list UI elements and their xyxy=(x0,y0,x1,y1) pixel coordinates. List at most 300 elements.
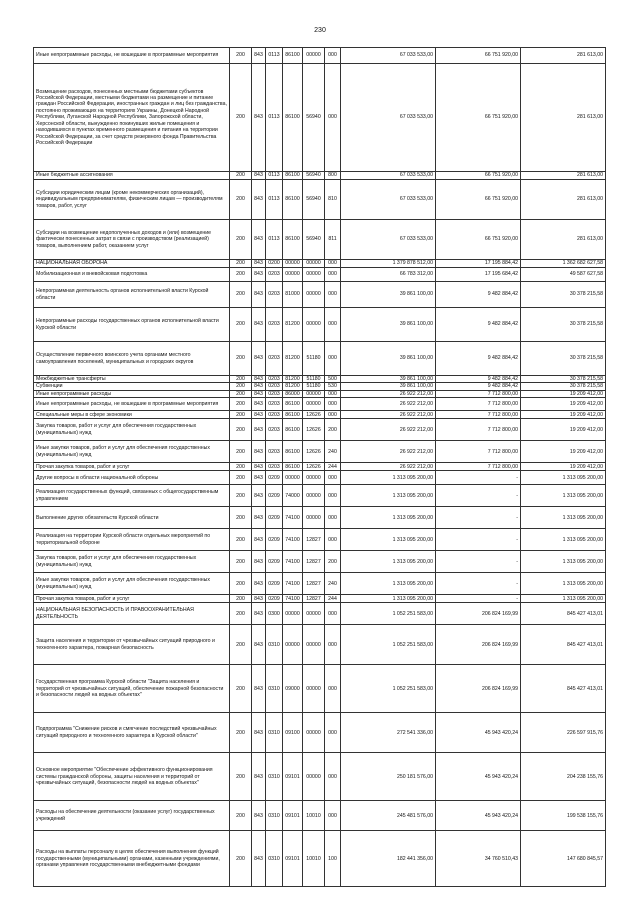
dept-code: 843 xyxy=(252,48,266,64)
program-code: 86100 xyxy=(283,48,303,64)
section-code: 0203 xyxy=(266,390,283,397)
table-row xyxy=(34,419,606,441)
amount-approved: 1 313 095 200,00 xyxy=(341,595,436,603)
table-row xyxy=(34,801,606,831)
section-code: 0203 xyxy=(266,282,283,308)
program-code: 09101 xyxy=(283,831,303,887)
expense-type-code: 000 xyxy=(325,282,341,308)
dept-code: 843 xyxy=(252,753,266,801)
grbs-code: 200 xyxy=(230,595,252,603)
grbs-code: 200 xyxy=(230,268,252,282)
section-code: 0113 xyxy=(266,48,283,64)
grbs-code: 200 xyxy=(230,411,252,419)
expense-type-code: 000 xyxy=(325,308,341,342)
dept-code: 843 xyxy=(252,342,266,376)
program-code: 74100 xyxy=(283,595,303,603)
amount-executed: 7 712 800,00 xyxy=(436,441,521,463)
grbs-code: 200 xyxy=(230,665,252,713)
direction-code: 00000 xyxy=(303,753,325,801)
grbs-code: 200 xyxy=(230,603,252,625)
program-code: 00000 xyxy=(283,260,303,268)
dept-code: 843 xyxy=(252,64,266,172)
amount-remaining: 226 597 915,76 xyxy=(521,713,606,753)
amount-approved: 1 313 095 200,00 xyxy=(341,529,436,551)
row-name: Иные закупки товаров, работ и услуг для обеспечения государственных (муниципальных) нужд xyxy=(34,573,230,595)
row-name: Иные непрограммные расходы, не вошедшие в программные мероприятия xyxy=(34,48,230,64)
program-code: 09101 xyxy=(283,801,303,831)
amount-approved: 1 313 095 200,00 xyxy=(341,507,436,529)
row-name: НАЦИОНАЛЬНАЯ ОБОРОНА xyxy=(34,260,230,268)
amount-approved: 26 922 212,00 xyxy=(341,411,436,419)
amount-executed: 206 824 169,99 xyxy=(436,665,521,713)
amount-remaining: 281 613,00 xyxy=(521,64,606,172)
amount-executed: 206 824 169,99 xyxy=(436,603,521,625)
row-name: Непрограммные расходы государственных органов исполнительной власти Курской области xyxy=(34,308,230,342)
table-row xyxy=(34,573,606,595)
amount-approved: 26 922 212,00 xyxy=(341,463,436,471)
section-code: 0300 xyxy=(266,603,283,625)
amount-executed: 17 195 884,42 xyxy=(436,260,521,268)
amount-approved: 250 181 576,00 xyxy=(341,753,436,801)
expense-type-code: 000 xyxy=(325,753,341,801)
amount-approved: 39 861 100,00 xyxy=(341,308,436,342)
amount-executed: 7 712 800,00 xyxy=(436,390,521,397)
section-code: 0203 xyxy=(266,398,283,411)
dept-code: 843 xyxy=(252,390,266,397)
direction-code: 00000 xyxy=(303,507,325,529)
amount-approved: 245 481 576,00 xyxy=(341,801,436,831)
row-name: Другие вопросы в области национальной обороны xyxy=(34,471,230,485)
grbs-code: 200 xyxy=(230,625,252,665)
section-code: 0200 xyxy=(266,260,283,268)
row-name: Закупка товаров, работ и услуг для обеспечения государственных (муниципальных) нужд xyxy=(34,419,230,441)
amount-approved: 1 313 095 200,00 xyxy=(341,551,436,573)
row-name: Иные непрограммные расходы, не вошедшие в программные мероприятия xyxy=(34,398,230,411)
section-code: 0203 xyxy=(266,441,283,463)
table-row xyxy=(34,282,606,308)
direction-code: 00000 xyxy=(303,713,325,753)
budget-table xyxy=(33,47,606,887)
dept-code: 843 xyxy=(252,268,266,282)
amount-executed: 7 712 800,00 xyxy=(436,419,521,441)
section-code: 0209 xyxy=(266,573,283,595)
amount-executed: 66 751 920,00 xyxy=(436,220,521,260)
expense-type-code: 000 xyxy=(325,390,341,397)
table-row xyxy=(34,595,606,603)
amount-approved: 26 922 212,00 xyxy=(341,398,436,411)
amount-remaining: 1 313 095 200,00 xyxy=(521,485,606,507)
amount-remaining: 19 209 412,00 xyxy=(521,411,606,419)
grbs-code: 200 xyxy=(230,463,252,471)
grbs-code: 200 xyxy=(230,376,252,383)
amount-approved: 26 922 212,00 xyxy=(341,441,436,463)
expense-type-code: 200 xyxy=(325,419,341,441)
grbs-code: 200 xyxy=(230,282,252,308)
direction-code: 00000 xyxy=(303,308,325,342)
amount-approved: 39 861 100,00 xyxy=(341,342,436,376)
expense-type-code: 000 xyxy=(325,342,341,376)
amount-approved: 39 861 100,00 xyxy=(341,383,436,390)
table-row xyxy=(34,441,606,463)
amount-executed: 9 482 884,42 xyxy=(436,308,521,342)
section-code: 0209 xyxy=(266,529,283,551)
program-code: 74000 xyxy=(283,485,303,507)
amount-remaining: 1 313 095 200,00 xyxy=(521,573,606,595)
grbs-code: 200 xyxy=(230,507,252,529)
direction-code: 00000 xyxy=(303,485,325,507)
section-code: 0310 xyxy=(266,713,283,753)
amount-approved: 39 861 100,00 xyxy=(341,376,436,383)
row-name: Прочая закупка товаров, работ и услуг xyxy=(34,595,230,603)
expense-type-code: 000 xyxy=(325,801,341,831)
direction-code: 56940 xyxy=(303,180,325,220)
expense-type-code: 530 xyxy=(325,383,341,390)
amount-executed: 45 943 420,24 xyxy=(436,801,521,831)
direction-code: 56940 xyxy=(303,220,325,260)
amount-remaining: 1 313 095 200,00 xyxy=(521,471,606,485)
row-name: Возмещение расходов, понесенных местными бюджетами субъектов Российской Федерации, местными бюджетами на размещение и питание граждан Российской Федерации, иностранных граждан и лиц без гражданства, постоянно проживающих на территориях Украины, Донецкой Народной Республики, Луганской Народной Республики, Запорожской области, Херсонской области, вынужденно покинувших жилые помещения и находившихся в пунктах временного размещения и питания на территории Российской Федерации, за счет средств резервного фонда Правительства Российской Федерации xyxy=(34,64,230,172)
amount-remaining: 30 378 215,58 xyxy=(521,282,606,308)
direction-code: 00000 xyxy=(303,390,325,397)
table-row xyxy=(34,831,606,887)
section-code: 0310 xyxy=(266,753,283,801)
row-name: Мобилизационная и вневойсковая подготовка xyxy=(34,268,230,282)
direction-code: 56940 xyxy=(303,172,325,180)
dept-code: 843 xyxy=(252,471,266,485)
grbs-code: 200 xyxy=(230,551,252,573)
table-row xyxy=(34,665,606,713)
grbs-code: 200 xyxy=(230,180,252,220)
program-code: 81200 xyxy=(283,308,303,342)
program-code: 86100 xyxy=(283,172,303,180)
expense-type-code: 240 xyxy=(325,573,341,595)
table-row xyxy=(34,48,606,64)
row-name: Иные бюджетные ассигнования xyxy=(34,172,230,180)
amount-remaining: 19 209 412,00 xyxy=(521,390,606,397)
amount-approved: 67 033 533,00 xyxy=(341,64,436,172)
row-name: Специальные меры в сфере экономики xyxy=(34,411,230,419)
row-name: Прочая закупка товаров, работ и услуг xyxy=(34,463,230,471)
grbs-code: 200 xyxy=(230,398,252,411)
section-code: 0209 xyxy=(266,507,283,529)
amount-approved: 1 313 095 200,00 xyxy=(341,485,436,507)
table-row xyxy=(34,268,606,282)
amount-approved: 67 033 533,00 xyxy=(341,172,436,180)
direction-code: 12626 xyxy=(303,441,325,463)
program-code: 00000 xyxy=(283,471,303,485)
grbs-code: 200 xyxy=(230,573,252,595)
table-row xyxy=(34,471,606,485)
amount-executed: 9 482 884,42 xyxy=(436,342,521,376)
table-row xyxy=(34,551,606,573)
amount-approved: 182 441 356,00 xyxy=(341,831,436,887)
direction-code: 56940 xyxy=(303,64,325,172)
program-code: 81200 xyxy=(283,376,303,383)
expense-type-code: 000 xyxy=(325,529,341,551)
table-row xyxy=(34,376,606,383)
program-code: 86100 xyxy=(283,419,303,441)
amount-executed: 66 751 920,00 xyxy=(436,48,521,64)
amount-remaining: 1 313 095 200,00 xyxy=(521,551,606,573)
table-row xyxy=(34,485,606,507)
table-row xyxy=(34,463,606,471)
section-code: 0310 xyxy=(266,665,283,713)
grbs-code: 200 xyxy=(230,419,252,441)
amount-remaining: 19 209 412,00 xyxy=(521,463,606,471)
dept-code: 843 xyxy=(252,376,266,383)
amount-executed: - xyxy=(436,573,521,595)
table-row xyxy=(34,308,606,342)
table-row xyxy=(34,260,606,268)
dept-code: 843 xyxy=(252,282,266,308)
table-row xyxy=(34,625,606,665)
amount-approved: 1 052 251 583,00 xyxy=(341,665,436,713)
expense-type-code: 000 xyxy=(325,625,341,665)
table-row xyxy=(34,753,606,801)
grbs-code: 200 xyxy=(230,485,252,507)
direction-code: 51180 xyxy=(303,383,325,390)
amount-remaining: 199 538 155,76 xyxy=(521,801,606,831)
section-code: 0310 xyxy=(266,801,283,831)
table-row xyxy=(34,390,606,397)
grbs-code: 200 xyxy=(230,801,252,831)
section-code: 0209 xyxy=(266,471,283,485)
amount-executed: 7 712 800,00 xyxy=(436,398,521,411)
amount-approved: 39 861 100,00 xyxy=(341,282,436,308)
expense-type-code: 000 xyxy=(325,665,341,713)
section-code: 0203 xyxy=(266,308,283,342)
grbs-code: 200 xyxy=(230,260,252,268)
amount-approved: 67 033 533,00 xyxy=(341,48,436,64)
amount-remaining: 204 238 155,76 xyxy=(521,753,606,801)
row-name: Иные закупки товаров, работ и услуг для обеспечения государственных (муниципальных) нужд xyxy=(34,441,230,463)
section-code: 0113 xyxy=(266,172,283,180)
amount-executed: 17 195 684,42 xyxy=(436,268,521,282)
direction-code: 00000 xyxy=(303,398,325,411)
amount-executed: - xyxy=(436,595,521,603)
table-row xyxy=(34,383,606,390)
row-name: Непрограммная деятельность органов исполнительной власти Курской области xyxy=(34,282,230,308)
direction-code: 10010 xyxy=(303,831,325,887)
expense-type-code: 000 xyxy=(325,713,341,753)
amount-executed: 34 760 510,43 xyxy=(436,831,521,887)
table-row xyxy=(34,342,606,376)
amount-approved: 272 541 336,00 xyxy=(341,713,436,753)
row-name: Субсидии юридическим лицам (кроме некоммерческих организаций), индивидуальным предпринимателям, физическим лицам — производителям товаров, работ, услуг xyxy=(34,180,230,220)
section-code: 0203 xyxy=(266,463,283,471)
program-code: 86100 xyxy=(283,64,303,172)
table-row xyxy=(34,507,606,529)
direction-code: 12626 xyxy=(303,411,325,419)
grbs-code: 200 xyxy=(230,471,252,485)
amount-executed: - xyxy=(436,507,521,529)
amount-remaining: 19 209 412,00 xyxy=(521,398,606,411)
row-name: Реализация на территории Курской области отдельных мероприятий по территориальной обороне xyxy=(34,529,230,551)
amount-executed: - xyxy=(436,485,521,507)
program-code: 09000 xyxy=(283,665,303,713)
dept-code: 843 xyxy=(252,603,266,625)
expense-type-code: 810 xyxy=(325,180,341,220)
amount-remaining: 147 680 845,57 xyxy=(521,831,606,887)
table-row xyxy=(34,64,606,172)
amount-approved: 1 313 095 200,00 xyxy=(341,471,436,485)
table-row xyxy=(34,172,606,180)
direction-code: 00000 xyxy=(303,603,325,625)
direction-code: 00000 xyxy=(303,260,325,268)
grbs-code: 200 xyxy=(230,220,252,260)
program-code: 86100 xyxy=(283,220,303,260)
program-code: 81200 xyxy=(283,342,303,376)
amount-remaining: 281 613,00 xyxy=(521,48,606,64)
expense-type-code: 000 xyxy=(325,485,341,507)
program-code: 74100 xyxy=(283,529,303,551)
amount-remaining: 281 613,00 xyxy=(521,220,606,260)
grbs-code: 200 xyxy=(230,64,252,172)
row-name: Государственная программа Курской области "Защита населения и территорий от чрезвычайных ситуаций, обеспечение пожарной безопасности и безопасности людей на водных объектах" xyxy=(34,665,230,713)
amount-remaining: 19 209 412,00 xyxy=(521,419,606,441)
amount-remaining: 1 313 095 200,00 xyxy=(521,595,606,603)
direction-code: 00000 xyxy=(303,625,325,665)
program-code: 00000 xyxy=(283,603,303,625)
amount-approved: 1 379 878 512,00 xyxy=(341,260,436,268)
amount-approved: 26 922 212,00 xyxy=(341,419,436,441)
dept-code: 843 xyxy=(252,507,266,529)
section-code: 0113 xyxy=(266,180,283,220)
amount-approved: 67 033 533,00 xyxy=(341,220,436,260)
section-code: 0310 xyxy=(266,831,283,887)
row-name: Реализация государственных функций, связанных с общегосударственным управлением xyxy=(34,485,230,507)
amount-remaining: 30 378 215,58 xyxy=(521,383,606,390)
direction-code: 12827 xyxy=(303,551,325,573)
amount-executed: 9 482 884,42 xyxy=(436,383,521,390)
amount-executed: 66 751 920,00 xyxy=(436,172,521,180)
expense-type-code: 500 xyxy=(325,376,341,383)
program-code: 09101 xyxy=(283,753,303,801)
table-row xyxy=(34,603,606,625)
program-code: 81000 xyxy=(283,282,303,308)
grbs-code: 200 xyxy=(230,48,252,64)
amount-approved: 1 313 095 200,00 xyxy=(341,573,436,595)
grbs-code: 200 xyxy=(230,390,252,397)
direction-code: 12827 xyxy=(303,595,325,603)
expense-type-code: 000 xyxy=(325,398,341,411)
dept-code: 843 xyxy=(252,625,266,665)
program-code: 86100 xyxy=(283,463,303,471)
section-code: 0209 xyxy=(266,595,283,603)
amount-executed: 66 751 920,00 xyxy=(436,64,521,172)
dept-code: 843 xyxy=(252,398,266,411)
table-row xyxy=(34,180,606,220)
dept-code: 843 xyxy=(252,801,266,831)
section-code: 0113 xyxy=(266,220,283,260)
amount-remaining: 30 378 215,58 xyxy=(521,376,606,383)
direction-code: 12827 xyxy=(303,529,325,551)
section-code: 0203 xyxy=(266,383,283,390)
table-row xyxy=(34,411,606,419)
program-code: 86100 xyxy=(283,398,303,411)
row-name: Основное мероприятие "Обеспечение эффективного функционирования системы гражданской обороны, защиты населения и территорий от чрезвычайных ситуаций, безопасности людей на водных объектах" xyxy=(34,753,230,801)
page-number: 230 xyxy=(314,27,326,34)
expense-type-code: 000 xyxy=(325,471,341,485)
amount-executed: 45 943 420,24 xyxy=(436,713,521,753)
expense-type-code: 811 xyxy=(325,220,341,260)
dept-code: 843 xyxy=(252,260,266,268)
row-name: Подпрограмма "Снижение рисков и смягчение последствий чрезвычайных ситуаций природного и техногенного характера в Курской области" xyxy=(34,713,230,753)
expense-type-code: 244 xyxy=(325,463,341,471)
program-code: 09100 xyxy=(283,713,303,753)
table-row xyxy=(34,398,606,411)
expense-type-code: 800 xyxy=(325,172,341,180)
amount-executed: - xyxy=(436,471,521,485)
amount-approved: 26 922 212,00 xyxy=(341,390,436,397)
program-code: 74100 xyxy=(283,551,303,573)
dept-code: 843 xyxy=(252,411,266,419)
direction-code: 12827 xyxy=(303,573,325,595)
direction-code: 00000 xyxy=(303,471,325,485)
amount-executed: 9 482 884,42 xyxy=(436,282,521,308)
program-code: 86100 xyxy=(283,411,303,419)
dept-code: 843 xyxy=(252,665,266,713)
program-code: 86100 xyxy=(283,180,303,220)
row-name: Субвенции xyxy=(34,383,230,390)
dept-code: 843 xyxy=(252,713,266,753)
amount-remaining: 845 427 413,01 xyxy=(521,625,606,665)
table-row xyxy=(34,713,606,753)
dept-code: 843 xyxy=(252,831,266,887)
amount-executed: 9 482 884,42 xyxy=(436,376,521,383)
dept-code: 843 xyxy=(252,551,266,573)
section-code: 0203 xyxy=(266,342,283,376)
grbs-code: 200 xyxy=(230,383,252,390)
dept-code: 843 xyxy=(252,595,266,603)
amount-approved: 1 052 251 583,00 xyxy=(341,603,436,625)
amount-executed: 7 712 800,00 xyxy=(436,463,521,471)
section-code: 0203 xyxy=(266,268,283,282)
section-code: 0203 xyxy=(266,419,283,441)
dept-code: 843 xyxy=(252,419,266,441)
amount-remaining: 49 587 627,58 xyxy=(521,268,606,282)
amount-remaining: 1 313 095 200,00 xyxy=(521,507,606,529)
program-code: 00000 xyxy=(283,268,303,282)
direction-code: 10010 xyxy=(303,801,325,831)
dept-code: 843 xyxy=(252,220,266,260)
section-code: 0209 xyxy=(266,551,283,573)
row-name: Выполнение других обязательств Курской области xyxy=(34,507,230,529)
grbs-code: 200 xyxy=(230,713,252,753)
amount-remaining: 845 427 413,01 xyxy=(521,603,606,625)
expense-type-code: 200 xyxy=(325,551,341,573)
row-name: Расходы на выплаты персоналу в целях обеспечения выполнения функций государственными (муниципальными) органами, казенными учреждениями, органами управления государственными внебюджетными фондами xyxy=(34,831,230,887)
expense-type-code: 000 xyxy=(325,268,341,282)
table-row xyxy=(34,529,606,551)
grbs-code: 200 xyxy=(230,441,252,463)
grbs-code: 200 xyxy=(230,753,252,801)
program-code: 86000 xyxy=(283,390,303,397)
dept-code: 843 xyxy=(252,172,266,180)
direction-code: 12626 xyxy=(303,419,325,441)
row-name: Осуществление первичного воинского учета органами местного самоуправления поселений, муниципальных и городских округов xyxy=(34,342,230,376)
grbs-code: 200 xyxy=(230,831,252,887)
row-name: Межбюджетные трансферты xyxy=(34,376,230,383)
expense-type-code: 000 xyxy=(325,507,341,529)
amount-remaining: 281 613,00 xyxy=(521,172,606,180)
dept-code: 843 xyxy=(252,529,266,551)
section-code: 0310 xyxy=(266,625,283,665)
dept-code: 843 xyxy=(252,485,266,507)
program-code: 00000 xyxy=(283,625,303,665)
row-name: Защита населения и территории от чрезвычайных ситуаций природного и техногенного характера, пожарная безопасность xyxy=(34,625,230,665)
row-name: Закупка товаров, работ и услуг для обеспечения государственных (муниципальных) нужд xyxy=(34,551,230,573)
